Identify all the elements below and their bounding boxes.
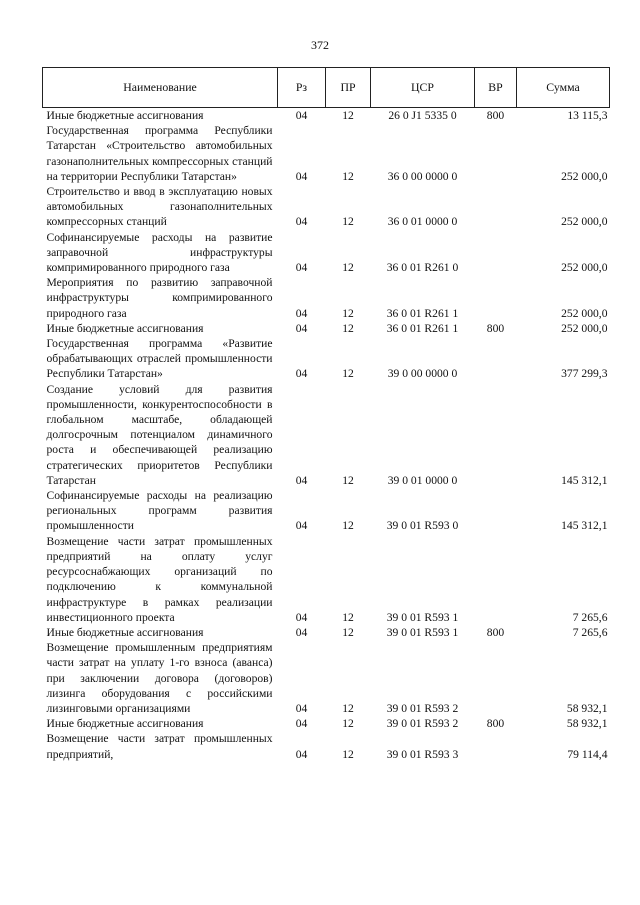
row-pr: 12 — [342, 321, 354, 335]
page-number: 372 — [311, 38, 329, 52]
row-vr — [475, 488, 517, 534]
row-csr: 36 0 01 R261 1 — [386, 321, 459, 335]
row-name: Иные бюджетные ассигнования — [46, 109, 204, 122]
row-name: Возмещение части затрат промышленных предприятий на оплату услуг ресурсоснабжающих организаций по подключению к коммунальной инфраструктуре в рамках реализации инвестиционного проекта — [46, 534, 273, 624]
table-row — [43, 230, 610, 276]
row-name: Иные бюджетные ассигнования — [46, 321, 204, 335]
row-rz: 04 — [295, 215, 308, 229]
row-pr: 12 — [342, 519, 354, 533]
header-rz: Рз — [278, 68, 326, 108]
row-sum: 58 932,1 — [566, 717, 608, 731]
row-name: Государственная программа «Развитие обрабатывающих отраслей промышленности Республики Татарстан» — [46, 337, 273, 381]
row-csr: 36 0 01 0000 0 — [387, 215, 458, 229]
row-pr: 12 — [342, 610, 354, 624]
row-rz: 04 — [295, 169, 308, 183]
row-vr: 800 — [486, 321, 505, 335]
row-pr: 12 — [342, 306, 354, 320]
row-rz: 04 — [295, 625, 308, 639]
row-name: Возмещение части затрат промышленных предприятий, — [46, 732, 273, 761]
row-vr — [475, 731, 517, 761]
row-pr: 12 — [342, 473, 354, 487]
table-row — [43, 275, 610, 321]
row-csr: 39 0 01 R593 3 — [386, 747, 459, 761]
row-csr: 36 0 00 0000 0 — [387, 169, 458, 183]
row-rz: 04 — [295, 321, 308, 335]
table-row — [43, 336, 610, 382]
row-pr: 12 — [342, 367, 354, 381]
budget-table — [42, 67, 610, 762]
header-sum: Сумма — [517, 68, 610, 108]
row-sum: 377 299,3 — [561, 367, 608, 381]
row-vr — [475, 123, 517, 184]
row-rz: 04 — [295, 473, 308, 487]
row-pr: 12 — [342, 169, 354, 183]
table-row — [43, 488, 610, 534]
row-name: Государственная программа Республики Татарстан «Строительство автомобильных газонаполнительных компрессорных станций на территории Республики Татарстан» — [46, 124, 273, 183]
table-header-row — [43, 68, 610, 108]
table-row — [43, 108, 610, 124]
row-csr: 36 0 01 R261 1 — [386, 306, 459, 320]
row-sum: 7 265,6 — [572, 625, 608, 639]
row-pr: 12 — [342, 717, 354, 731]
header-vr: ВР — [475, 68, 517, 108]
table-row — [43, 382, 610, 488]
row-vr: 800 — [486, 717, 505, 731]
row-csr: 39 0 01 R593 2 — [386, 701, 459, 715]
row-vr — [475, 184, 517, 230]
row-name: Софинансируемые расходы на реализацию региональных программ развития промышленности — [46, 489, 273, 533]
row-name: Иные бюджетные ассигнования — [46, 717, 204, 731]
row-name: Возмещение промышленным предприятиям части затрат на уплату 1-го взноса (аванса) при заключении договора (договоров) лизинга оборудования с российскими лизинговыми организациями — [46, 641, 273, 715]
row-csr: 39 0 01 0000 0 — [387, 473, 458, 487]
table-row — [43, 534, 610, 625]
row-sum: 252 000,0 — [561, 215, 608, 229]
header-name: Наименование — [43, 68, 278, 108]
row-vr — [475, 275, 517, 321]
header-csr: ЦСР — [371, 68, 475, 108]
row-vr: 800 — [486, 625, 505, 639]
row-rz: 04 — [295, 717, 308, 731]
row-sum: 252 000,0 — [561, 306, 608, 320]
row-sum: 252 000,0 — [561, 169, 608, 183]
row-name: Иные бюджетные ассигнования — [46, 625, 204, 639]
row-vr: 800 — [486, 109, 505, 122]
row-sum: 145 312,1 — [561, 473, 608, 487]
row-name: Софинансируемые расходы на развитие заправочной инфраструктуры компримированного природного газа — [46, 230, 273, 275]
row-pr: 12 — [342, 261, 354, 275]
row-name: Строительство и ввод в эксплуатацию новых автомобильных газонаполнительных компрессорных станций — [46, 185, 273, 229]
table-row — [43, 716, 610, 731]
row-pr: 12 — [342, 215, 354, 229]
row-csr: 36 0 01 R261 0 — [386, 261, 459, 275]
row-sum: 79 114,4 — [567, 747, 608, 761]
row-name: Мероприятия по развитию заправочной инфраструктуры компримированного природного газа — [46, 276, 273, 320]
row-sum: 252 000,0 — [561, 321, 608, 335]
row-sum: 13 115,3 — [567, 109, 608, 122]
row-sum: 145 312,1 — [561, 519, 608, 533]
row-pr: 12 — [342, 747, 354, 761]
row-rz: 04 — [295, 306, 308, 320]
row-csr: 39 0 01 R593 1 — [386, 625, 459, 639]
row-rz: 04 — [295, 261, 308, 275]
row-vr — [475, 382, 517, 488]
row-sum: 252 000,0 — [561, 261, 608, 275]
row-rz: 04 — [295, 701, 308, 715]
row-rz: 04 — [295, 109, 308, 122]
row-sum: 58 932,1 — [566, 701, 608, 715]
row-vr — [475, 336, 517, 382]
table-row — [43, 184, 610, 230]
row-rz: 04 — [295, 367, 308, 381]
row-rz: 04 — [295, 747, 308, 761]
row-vr — [475, 230, 517, 276]
row-csr: 39 0 01 R593 0 — [386, 519, 459, 533]
table-row — [43, 625, 610, 640]
row-csr: 39 0 01 R593 1 — [386, 610, 459, 624]
row-name: Создание условий для развития промышленности, конкурентоспособности в глобальном масштабе, обладающей долгосрочным потенциалом динамичного роста и обеспечивающей реализацию стратегических приоритетов Республики Татарстан — [46, 382, 273, 487]
table-row — [43, 123, 610, 184]
table-row — [43, 640, 610, 716]
row-rz: 04 — [295, 610, 308, 624]
row-pr: 12 — [342, 109, 354, 122]
row-csr: 39 0 00 0000 0 — [387, 367, 458, 381]
row-vr — [475, 640, 517, 716]
table-row — [43, 321, 610, 336]
row-vr — [475, 534, 517, 625]
row-csr: 39 0 01 R593 2 — [386, 717, 459, 731]
header-pr: ПР — [326, 68, 371, 108]
row-pr: 12 — [342, 701, 354, 715]
table-row — [43, 731, 610, 761]
row-csr: 26 0 J1 5335 0 — [388, 109, 457, 122]
row-rz: 04 — [295, 519, 308, 533]
row-pr: 12 — [342, 625, 354, 639]
row-sum: 7 265,6 — [572, 610, 608, 624]
